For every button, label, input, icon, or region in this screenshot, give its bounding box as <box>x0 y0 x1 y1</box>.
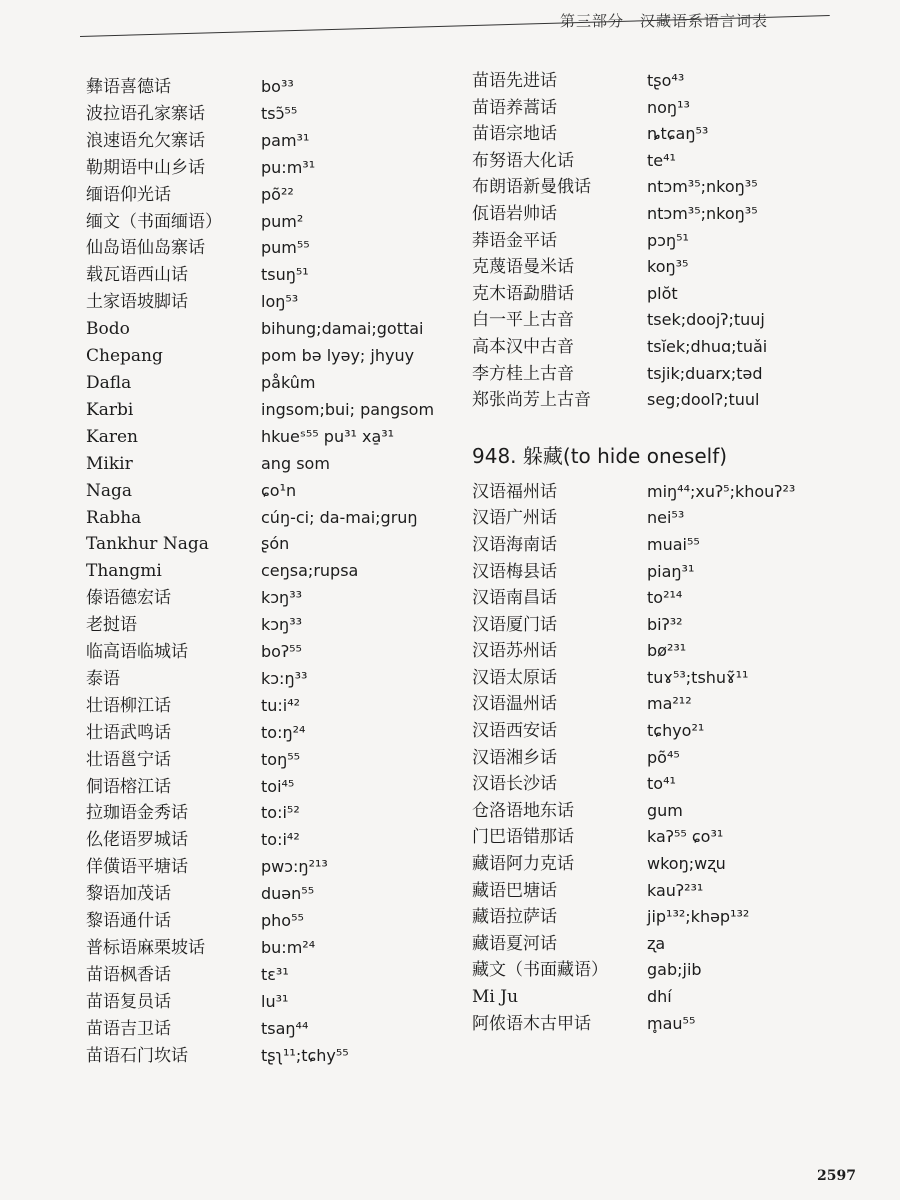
word-form: ʐa <box>647 933 666 953</box>
language-name: 土家语坡脚话 <box>86 292 188 313</box>
language-name: 黎语通什话 <box>86 911 171 932</box>
right-column-bottom <box>472 479 872 1037</box>
word-form: tsɔ̃⁵⁵ <box>261 103 298 123</box>
word-entry-row <box>472 559 872 586</box>
language-name: 藏语夏河话 <box>472 933 557 954</box>
word-form: kɔŋ³³ <box>261 615 303 635</box>
language-name: 藏语阿力克话 <box>472 854 574 875</box>
language-name: 苗语宗地话 <box>472 124 557 145</box>
word-form: jip¹³²;khəp¹³² <box>647 907 750 927</box>
language-name: 郑张尚芳上古音 <box>472 390 591 411</box>
word-entry-row <box>86 747 456 774</box>
word-entry-row <box>472 878 872 905</box>
word-entry-row <box>86 774 456 801</box>
word-entry-row <box>86 827 456 854</box>
word-form: to:i⁴² <box>261 830 300 850</box>
word-entry-row <box>86 74 456 101</box>
language-name: 苗语枫香话 <box>86 964 171 985</box>
language-name: Bodo <box>86 319 130 340</box>
word-form: põ⁴⁵ <box>647 747 680 767</box>
word-form: muai⁵⁵ <box>647 534 700 554</box>
word-form: pu:m³¹ <box>261 157 316 177</box>
word-form: tɕhyo²¹ <box>647 721 705 741</box>
word-entry-row <box>472 281 872 308</box>
word-entry-row <box>472 904 872 931</box>
language-name: 布努语大化话 <box>472 150 574 171</box>
word-form: ntɔm³⁵;nkoŋ³⁵ <box>647 177 758 197</box>
language-name: 汉语厦门话 <box>472 614 557 635</box>
language-name: 壮语邕宁话 <box>86 749 171 770</box>
language-name: 汉语广州话 <box>472 508 557 529</box>
entry-title: 948. 躲藏(to hide oneself) <box>472 443 728 468</box>
word-entry-row <box>86 451 456 478</box>
word-form: hkueˢ⁵⁵ pu³¹ xa̱³¹ <box>261 426 395 446</box>
word-entry-row <box>86 1043 456 1070</box>
word-entry-row <box>86 908 456 935</box>
right-column-top <box>472 68 872 414</box>
language-name: 壮语武鸣话 <box>86 722 171 743</box>
language-name: 苗语养蒿话 <box>472 97 557 118</box>
word-form: ma²¹² <box>647 694 692 714</box>
word-entry-row <box>86 262 456 289</box>
language-name: Mikir <box>86 453 133 474</box>
word-entry-row <box>472 638 872 665</box>
language-name: 门巴语错那话 <box>472 827 574 848</box>
word-entry-row <box>472 361 872 388</box>
language-name: 苗语先进话 <box>472 71 557 91</box>
word-entry-row <box>86 666 456 693</box>
word-form: tsaŋ⁴⁴ <box>261 1018 309 1038</box>
language-name: Thangmi <box>86 561 162 582</box>
language-name: 布朗语新曼俄话 <box>472 177 591 198</box>
word-entry-row <box>472 984 872 1011</box>
word-form: gum <box>647 800 683 820</box>
word-entry-row <box>472 851 872 878</box>
word-form: bihung;damai;gottai <box>261 319 424 339</box>
word-form: miŋ⁴⁴;xuʔ⁵;khouʔ²³ <box>647 481 796 501</box>
language-name: 克木语勐腊话 <box>472 283 574 304</box>
word-entry-row <box>86 478 456 505</box>
language-name: 藏语拉萨话 <box>472 907 557 928</box>
word-entry-row <box>472 68 872 95</box>
language-name: 苗语吉卫话 <box>86 1018 171 1039</box>
word-entry-row <box>472 148 872 175</box>
word-entry-row <box>472 387 872 414</box>
word-form: pwɔ:ŋ²¹³ <box>261 857 328 877</box>
language-name: 汉语太原话 <box>472 667 557 688</box>
word-form: tʂʅ¹¹;tɕhy⁵⁵ <box>261 1045 349 1065</box>
word-entry-row <box>472 931 872 958</box>
word-form: kɔŋ³³ <box>261 588 303 608</box>
word-entry-row <box>472 532 872 559</box>
word-form: ȵtɕaŋ⁵³ <box>647 124 709 144</box>
word-form: seg;doolʔ;tuul <box>647 390 760 410</box>
language-name: 浪速语允欠寨话 <box>86 130 205 151</box>
language-name: 黎语加茂话 <box>86 884 171 905</box>
left-column <box>86 74 456 1070</box>
word-entry-row <box>472 798 872 825</box>
language-name: 汉语湘乡话 <box>472 747 557 768</box>
word-form: piaŋ³¹ <box>647 561 695 581</box>
word-form: påkûm <box>261 372 316 392</box>
language-name: 佯僙语平塘话 <box>86 857 188 878</box>
word-entry-row <box>472 254 872 281</box>
word-entry-row <box>86 639 456 666</box>
word-entry-row <box>472 585 872 612</box>
language-name: 临高语临城话 <box>86 642 188 663</box>
word-form: kɔ:ŋ³³ <box>261 668 308 688</box>
word-entry-row <box>86 343 456 370</box>
word-entry-row <box>472 957 872 984</box>
word-form: loŋ⁵³ <box>261 292 299 312</box>
language-name: 缅文（书面缅语） <box>86 211 222 232</box>
word-form: m̥au⁵⁵ <box>647 1013 696 1033</box>
word-form: koŋ³⁵ <box>647 257 689 277</box>
word-form: to²¹⁴ <box>647 588 683 608</box>
language-name: Tankhur Naga <box>86 534 209 555</box>
word-entry-row <box>472 307 872 334</box>
word-form: pom bə lyəy; jhyuy <box>261 346 415 366</box>
word-entry-row <box>86 182 456 209</box>
word-form: ingsom;bui; pangsom <box>261 399 435 419</box>
word-entry-row <box>472 1011 872 1038</box>
language-name: 莽语金平话 <box>472 230 557 251</box>
language-name: 波拉语孔家寨话 <box>86 103 205 124</box>
word-form: toi⁴⁵ <box>261 776 295 796</box>
word-form: tʂo⁴³ <box>647 71 685 90</box>
page-number: 2597 <box>817 1168 856 1184</box>
word-form: biʔ³² <box>647 614 683 634</box>
word-form: bø²³¹ <box>647 641 687 661</box>
word-entry-row <box>472 95 872 122</box>
word-form: bo³³ <box>261 77 294 96</box>
word-entry-row <box>86 612 456 639</box>
word-entry-row <box>472 612 872 639</box>
word-entry-row <box>86 693 456 720</box>
word-entry-row <box>86 289 456 316</box>
word-form: tsek;doojʔ;tuuj <box>647 310 765 330</box>
word-form: dhí <box>647 987 672 1006</box>
word-entry-row <box>86 935 456 962</box>
language-name: 拉珈语金秀话 <box>86 803 188 824</box>
word-entry-row <box>86 397 456 424</box>
word-form: ntɔm³⁵;nkoŋ³⁵ <box>647 203 758 223</box>
word-entry-row <box>86 209 456 236</box>
word-form: pɔŋ⁵¹ <box>647 230 689 250</box>
word-form: põ²² <box>261 184 294 204</box>
language-name: 仓洛语地东话 <box>472 800 574 821</box>
word-entry-row <box>86 854 456 881</box>
language-name: 仙岛语仙岛寨话 <box>86 238 205 259</box>
language-name: 汉语海南话 <box>472 534 557 555</box>
word-form: plŏt <box>647 283 678 303</box>
word-entry-row <box>472 505 872 532</box>
word-entry-row <box>472 665 872 692</box>
language-name: 汉语梅县话 <box>472 561 557 582</box>
word-form: tsjik;duarx;təd <box>647 363 763 383</box>
word-entry-row <box>472 479 872 506</box>
word-form: gab;jib <box>647 960 702 980</box>
word-entry-row <box>86 370 456 397</box>
word-entry-row <box>86 585 456 612</box>
word-form: ceŋsa;rupsa <box>261 561 359 581</box>
word-entry-row <box>472 228 872 255</box>
language-name: 汉语长沙话 <box>472 774 557 795</box>
word-form: lu³¹ <box>261 991 289 1011</box>
word-form: tuɤ⁵³;tshuɤ̃¹¹ <box>647 667 749 687</box>
word-form: duən⁵⁵ <box>261 884 315 904</box>
language-name: 阿侬语木古甲话 <box>472 1013 591 1034</box>
language-name: 勒期语中山乡话 <box>86 157 205 178</box>
language-name: 壮语柳江话 <box>86 695 171 716</box>
language-name: Naga <box>86 480 133 501</box>
word-form: noŋ¹³ <box>647 97 690 117</box>
right-column <box>472 68 872 1037</box>
word-form: wkoŋ;wʐu <box>647 854 726 874</box>
language-name: 缅语仰光话 <box>86 184 171 205</box>
language-name: Chepang <box>86 346 163 367</box>
word-form: boʔ⁵⁵ <box>261 642 302 662</box>
word-form: to:i⁵² <box>261 803 300 823</box>
language-name: 普标语麻栗坡话 <box>86 938 205 958</box>
word-form: pam³¹ <box>261 130 310 150</box>
language-name: 克蔑语曼米话 <box>472 257 574 278</box>
language-name: 彝语喜德话 <box>86 77 171 97</box>
word-entry-row <box>472 174 872 201</box>
running-header: 第三部分 汉藏语系语言词表 <box>560 12 769 30</box>
language-name: 汉语西安话 <box>472 721 557 742</box>
language-name: 泰语 <box>86 668 120 689</box>
word-entry-row <box>86 531 456 558</box>
word-form: bu:m²⁴ <box>261 938 316 957</box>
word-form: kauʔ²³¹ <box>647 880 704 900</box>
word-entry-row <box>86 424 456 451</box>
word-entry-row <box>86 881 456 908</box>
language-name: Mi Ju <box>472 987 519 1007</box>
language-name: 汉语苏州话 <box>472 641 557 662</box>
language-name: Karen <box>86 426 138 447</box>
word-entry-row <box>472 771 872 798</box>
word-form: tsĭek;dhuɑ;tuǎi <box>647 336 768 356</box>
word-entry-row <box>86 155 456 182</box>
language-name: 白一平上古音 <box>472 310 574 331</box>
word-form: kaʔ⁵⁵ ɕo³¹ <box>647 827 724 847</box>
word-form: te⁴¹ <box>647 150 676 170</box>
word-entry-row <box>86 101 456 128</box>
word-form: ang som <box>261 453 330 473</box>
language-name: 汉语温州话 <box>472 694 557 715</box>
word-form: pum² <box>261 211 304 231</box>
language-name: 汉语南昌话 <box>472 588 557 609</box>
word-entry-row <box>472 121 872 148</box>
word-form: toŋ⁵⁵ <box>261 749 301 769</box>
word-entry-row <box>86 128 456 155</box>
word-form: tsuŋ⁵¹ <box>261 265 309 285</box>
language-name: Karbi <box>86 399 134 420</box>
language-name: 李方桂上古音 <box>472 363 574 384</box>
language-name: 老挝语 <box>86 615 137 636</box>
language-name: 傣语德宏话 <box>86 588 171 609</box>
language-name: Rabha <box>86 507 142 528</box>
word-form: cúŋ-ci; da-mai;gruŋ <box>261 507 418 527</box>
language-name: 高本汉中古音 <box>472 336 574 357</box>
word-entry-row <box>86 962 456 989</box>
word-form: pho⁵⁵ <box>261 911 304 931</box>
language-name: 藏语巴塘话 <box>472 880 557 901</box>
word-entry-row <box>86 989 456 1016</box>
language-name: 侗语榕江话 <box>86 776 171 797</box>
word-entry-row <box>86 235 456 262</box>
word-form: nei⁵³ <box>647 508 685 528</box>
word-entry-row <box>472 201 872 228</box>
language-name: 苗语复员话 <box>86 991 171 1012</box>
word-entry-row <box>86 558 456 585</box>
word-form: ʂón <box>261 534 290 554</box>
word-entry-row <box>472 718 872 745</box>
language-name: 载瓦语西山话 <box>86 265 188 286</box>
word-form: tu:i⁴² <box>261 695 301 715</box>
word-form: tɛ³¹ <box>261 964 289 984</box>
language-name: 汉语福州话 <box>472 481 557 502</box>
word-entry-row <box>86 1016 456 1043</box>
language-name: Dafla <box>86 372 132 393</box>
language-name: 佤语岩帅话 <box>472 203 557 224</box>
word-form: ɕo¹n <box>261 480 297 500</box>
word-entry-row <box>472 334 872 361</box>
word-form: pum⁵⁵ <box>261 238 310 258</box>
word-entry-row <box>472 745 872 772</box>
word-entry-row <box>86 720 456 747</box>
word-form: to⁴¹ <box>647 774 676 794</box>
word-entry-row <box>86 800 456 827</box>
word-entry-row <box>86 316 456 343</box>
language-name: 仫佬语罗城话 <box>86 830 188 851</box>
word-entry-row <box>472 824 872 851</box>
language-name: 苗语石门坎话 <box>86 1045 188 1066</box>
word-entry-row <box>86 505 456 532</box>
word-form: to:ŋ²⁴ <box>261 722 306 742</box>
language-name: 藏文（书面藏语） <box>472 960 608 981</box>
word-entry-row <box>472 691 872 718</box>
